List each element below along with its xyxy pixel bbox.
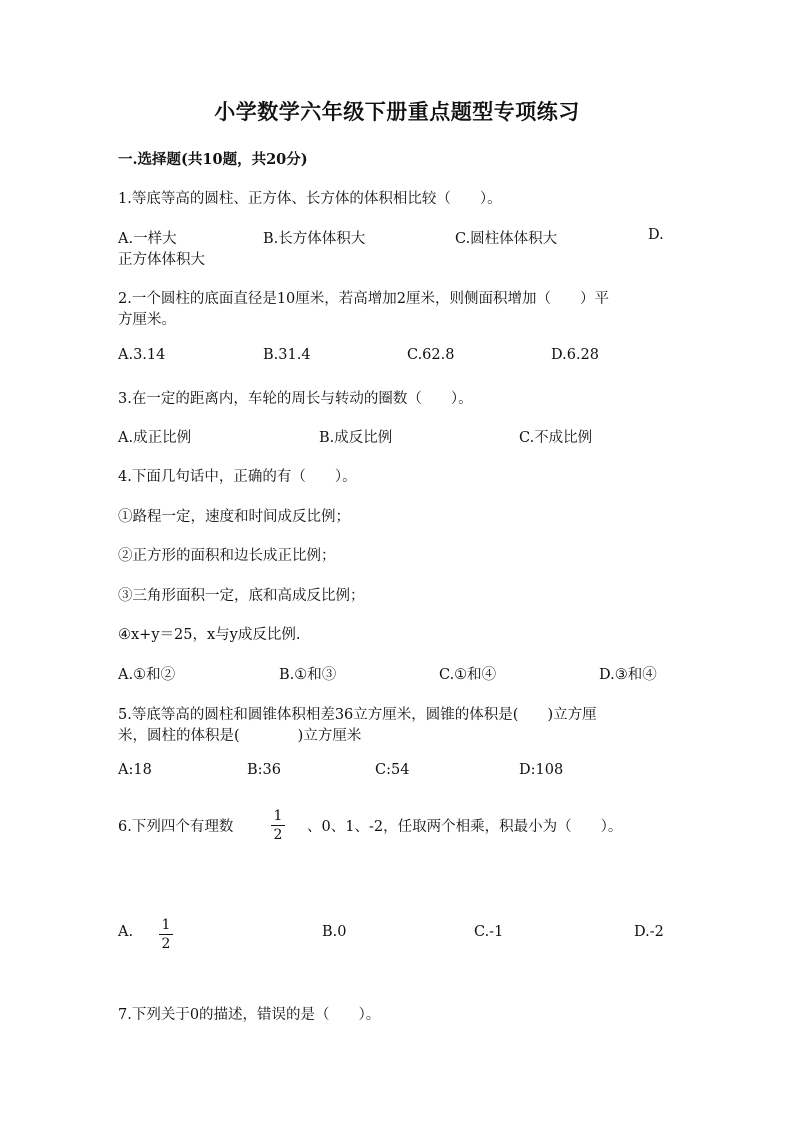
q4-option-d: D.③和④ bbox=[599, 667, 657, 683]
q6-option-a-fraction bbox=[159, 917, 173, 952]
question-4-stem: 4.下面几句话中，正确的有（ ）。 bbox=[118, 469, 357, 485]
q2-option-c: C.62.8 bbox=[407, 347, 455, 363]
q5-option-a: A:18 bbox=[118, 762, 152, 778]
q4-statement-4: ④x+y＝25，x与y成反比例. bbox=[118, 627, 301, 643]
q1-option-a: A.一样大 bbox=[118, 231, 177, 247]
q1-option-d: D. bbox=[648, 227, 664, 243]
q6-option-d: D.-2 bbox=[634, 924, 664, 940]
q3-option-a: A.成正比例 bbox=[118, 430, 192, 446]
q6-option-a-label: A. bbox=[118, 924, 134, 940]
q6-option-b: B.0 bbox=[322, 924, 347, 940]
section-heading: 一.选择题(共10题，共20分) bbox=[118, 151, 308, 168]
q2-option-a: A.3.14 bbox=[118, 347, 166, 363]
q1-option-d-text: 正方体体积大 bbox=[118, 252, 205, 268]
fraction-numerator: 1 bbox=[159, 917, 173, 935]
question-7-stem: 7.下列关于0的描述，错误的是（ ）。 bbox=[118, 1007, 381, 1023]
q1-option-c: C.圆柱体体积大 bbox=[455, 231, 558, 247]
question-1-stem: 1.等底等高的圆柱、正方体、长方体的体积相比较（ ）。 bbox=[118, 191, 502, 207]
question-5-stem-line1: 5.等底等高的圆柱和圆锥体积相差36立方厘米，圆锥的体积是( )立方厘 bbox=[118, 707, 597, 723]
question-5-stem-line2: 米，圆柱的体积是( )立方厘米 bbox=[118, 728, 362, 744]
question-2-stem-line2: 方厘米。 bbox=[118, 312, 176, 328]
question-3-stem: 3.在一定的距离内，车轮的周长与转动的圈数（ ）。 bbox=[118, 391, 473, 407]
q6-fraction-one-half bbox=[271, 808, 285, 843]
fraction-denominator: 2 bbox=[161, 936, 171, 952]
q5-option-c: C:54 bbox=[375, 762, 410, 778]
question-6-stem-suffix: 、0、1、-2，任取两个相乘，积最小为（ ）。 bbox=[307, 819, 623, 835]
q4-option-a: A.①和② bbox=[118, 667, 176, 683]
question-2-stem-line1: 2.一个圆柱的底面直径是10厘米，若高增加2厘米，则侧面积增加（ ）平 bbox=[118, 291, 610, 307]
q4-statement-2: ②正方形的面积和边长成正比例； bbox=[118, 548, 336, 564]
question-6-stem-prefix: 6.下列四个有理数 bbox=[118, 819, 234, 835]
q4-statement-3: ③三角形面积一定，底和高成反比例； bbox=[118, 588, 365, 604]
q6-option-c: C.-1 bbox=[474, 924, 504, 940]
q1-option-b: B.长方体体积大 bbox=[263, 231, 366, 247]
fraction-numerator: 1 bbox=[271, 808, 285, 826]
q5-option-d: D:108 bbox=[519, 762, 564, 778]
q4-option-b: B.①和③ bbox=[279, 667, 337, 683]
q4-option-c: C.①和④ bbox=[439, 667, 497, 683]
page-title: 小学数学六年级下册重点题型专项练习 bbox=[214, 99, 580, 124]
q3-option-c: C.不成比例 bbox=[519, 430, 593, 446]
q5-option-b: B:36 bbox=[247, 762, 281, 778]
q2-option-b: B.31.4 bbox=[263, 347, 311, 363]
q2-option-d: D.6.28 bbox=[551, 347, 600, 363]
q3-option-b: B.成反比例 bbox=[319, 430, 393, 446]
fraction-denominator: 2 bbox=[273, 827, 283, 843]
q4-statement-1: ①路程一定，速度和时间成反比例； bbox=[118, 509, 350, 525]
